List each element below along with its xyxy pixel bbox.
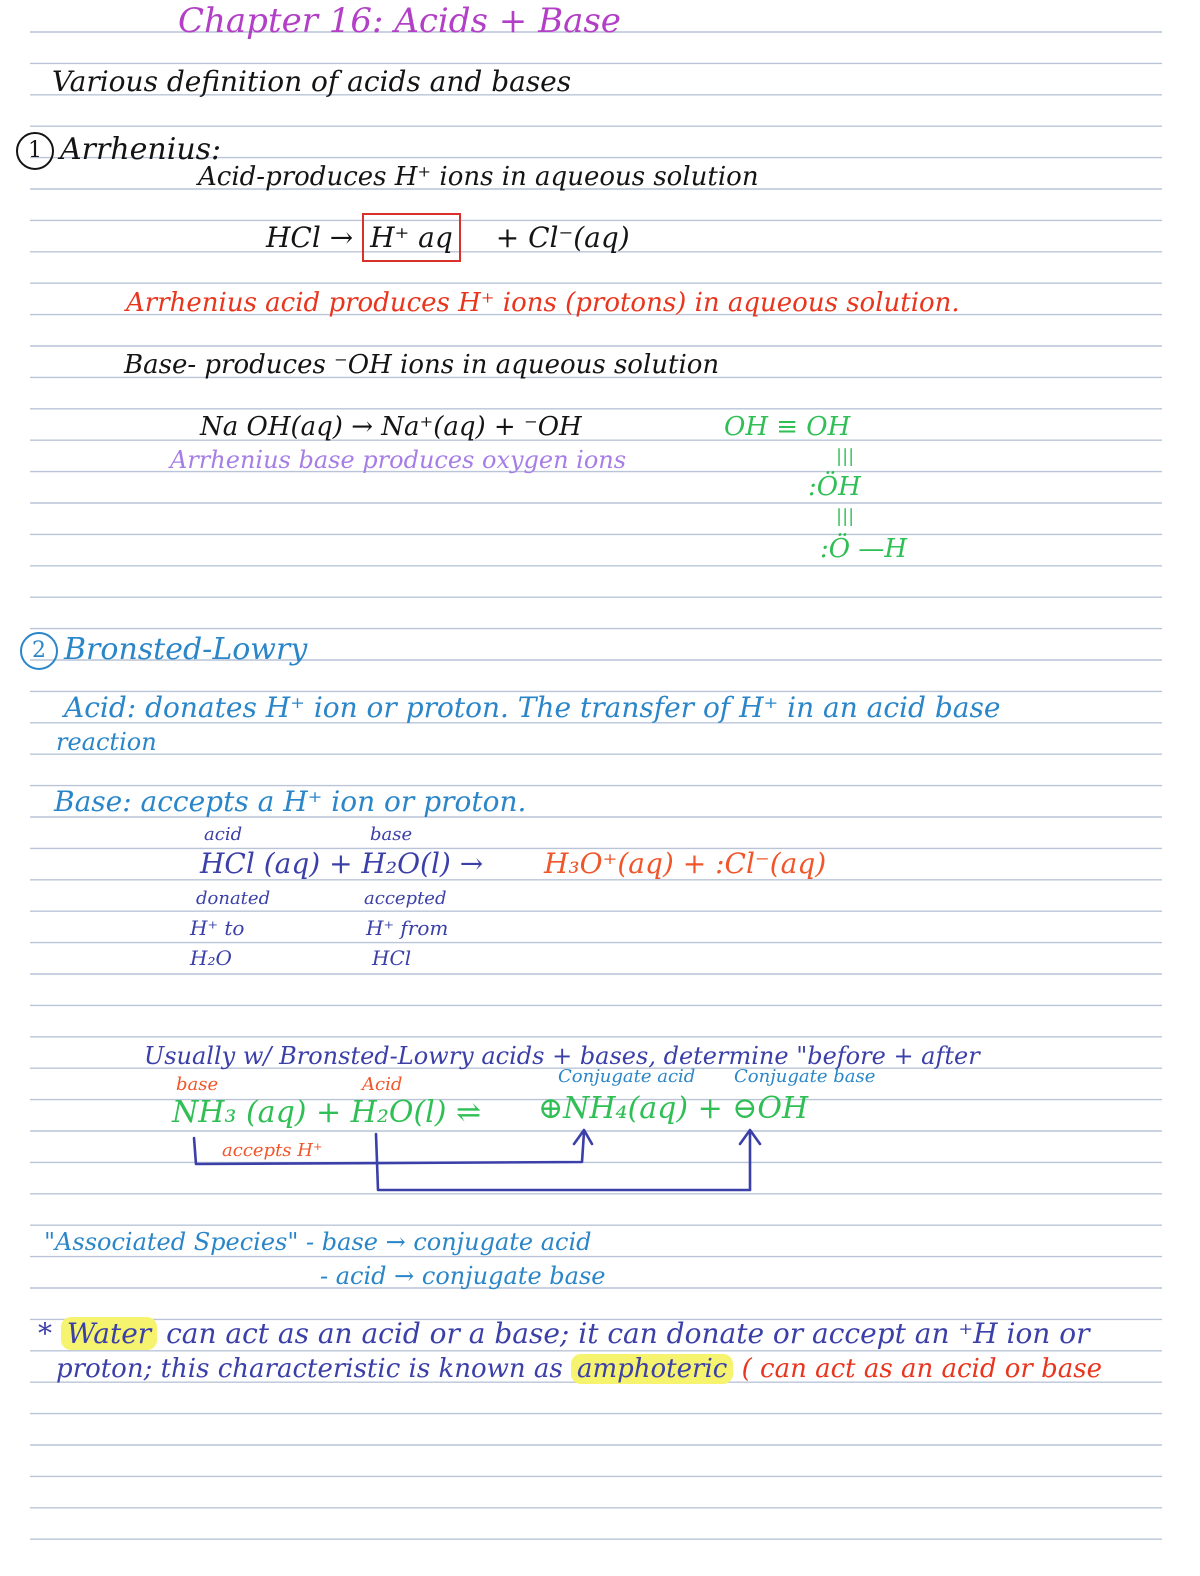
bronsted-base-definition: Base: accepts a H⁺ ion or proton.: [54, 785, 527, 818]
accepted-note-3: HCl: [372, 946, 412, 970]
label-conjugate-acid: Conjugate acid: [558, 1066, 696, 1087]
label-conjugate-base: Conjugate base: [734, 1066, 876, 1087]
ammonia-equation-left: NH₃ (aq) + H₂O(l) ⇌: [172, 1095, 482, 1130]
water-note-line-1: [38, 1317, 1090, 1350]
section-number: 1: [16, 132, 54, 170]
equation-right: + Cl⁻(aq): [495, 221, 630, 254]
bronsted-acid-definition-cont: reaction: [56, 728, 157, 756]
arrhenius-base-note: Arrhenius base produces oxygen ions: [170, 446, 627, 474]
accepts-h-note: accepts H⁺: [222, 1140, 323, 1161]
section-heading-bronsted: [20, 632, 307, 670]
section-heading-arrhenius: [16, 132, 221, 170]
hydroxide-notation-1: OH ≡ OH: [724, 412, 851, 442]
water-note-line-2: [56, 1356, 1102, 1382]
arrhenius-acid-note: Arrhenius acid produces H⁺ ions (protons) in aqueous solution.: [126, 288, 960, 318]
bronsted-equation-right: H₃O⁺(aq) + :Cl⁻(aq): [544, 847, 827, 880]
associated-species-line-1: "Associated Species" - base → conjugate acid: [44, 1228, 592, 1256]
arrhenius-base-definition: Base- produces ⁻OH ions in aqueous solution: [124, 350, 720, 380]
donated-note-1: donated: [196, 888, 271, 909]
section-number: 2: [20, 632, 58, 670]
arrhenius-acid-definition: Acid-produces H⁺ ions in aqueous solution: [198, 162, 759, 192]
page-title: Chapter 16: Acids + Base: [178, 1, 621, 41]
heading-text: Bronsted-Lowry: [64, 632, 308, 667]
ammonia-equation-right: ⊕NH₄(aq) + ⊖OH: [538, 1091, 809, 1126]
accepted-note-1: accepted: [364, 888, 447, 909]
equation-left: HCl →: [266, 221, 354, 254]
hydroxide-lewis-structure: :Ö —H: [820, 534, 908, 564]
arrhenius-acid-equation: [266, 221, 630, 254]
equivalence-mark-1: |||: [836, 446, 855, 467]
arrhenius-base-equation: Na OH(aq) → Na⁺(aq) + ⁻OH: [200, 412, 582, 442]
star-mark: *: [38, 1317, 52, 1350]
label-acid-2: Acid: [362, 1074, 403, 1095]
subtitle: Various definition of acids and bases: [52, 65, 572, 98]
label-base: base: [370, 824, 413, 845]
hydroxide-notation-2: :ÖH: [808, 472, 861, 502]
water-text: can act as an acid or a base; it can donate or accept an ⁺H ion or: [166, 1317, 1090, 1350]
water-text-2: proton; this characteristic is known as: [56, 1354, 563, 1384]
heading-text: Arrhenius:: [60, 132, 222, 167]
donated-note-2: H⁺ to: [190, 916, 245, 940]
label-base-2: base: [176, 1074, 219, 1095]
amphoteric-definition: ( can act as an acid or base: [741, 1354, 1102, 1384]
bronsted-acid-definition: Acid: donates H⁺ ion or proton. The transfer of H⁺ in an acid base: [64, 691, 1001, 724]
label-acid: acid: [204, 824, 243, 845]
highlight-amphoteric: amphoteric: [571, 1354, 733, 1384]
equivalence-mark-2: |||: [836, 506, 855, 527]
accepted-note-2: H⁺ from: [366, 916, 449, 940]
associated-species-line-2: - acid → conjugate base: [320, 1262, 606, 1290]
before-after-note: Usually w/ Bronsted-Lowry acids + bases, determine "before + after: [144, 1042, 980, 1070]
bronsted-equation-left: HCl (aq) + H₂O(l) →: [200, 847, 484, 880]
boxed-h-ion: H⁺ aq: [370, 221, 453, 254]
highlight-water: Water: [61, 1317, 157, 1350]
donated-note-3: H₂O: [190, 946, 232, 970]
